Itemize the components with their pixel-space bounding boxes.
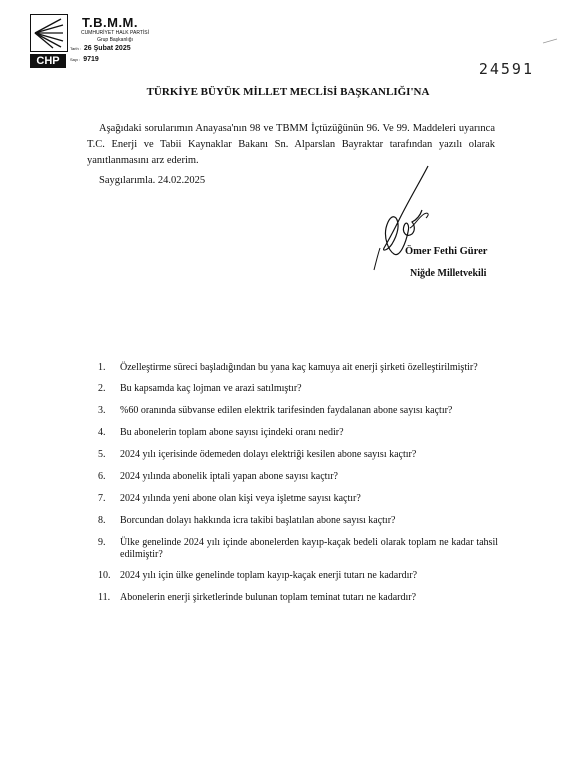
question-text: 2024 yılında abonelik iptali yapan abone sayısı kaçtır? xyxy=(120,471,338,482)
document-heading: TÜRKİYE BÜYÜK MİLLET MECLİSİ BAŞKANLIĞI'NA xyxy=(146,86,430,98)
stamp-title: T.B.M.M. xyxy=(82,15,138,30)
stamp-number-row xyxy=(70,56,99,63)
question-item xyxy=(98,405,498,417)
question-text: Borcundan dolayı hakkında icra takibi başlatılan abone sayısı kaçtır? xyxy=(120,515,396,526)
question-number: 4. xyxy=(98,427,106,438)
question-item xyxy=(98,383,498,395)
question-number: 8. xyxy=(98,515,106,526)
request-paragraph-text: Aşağıdaki sorularımın Anayasa'nın 98 ve TBMM İçtüzüğünün 96. Ve 99. Maddeleri uyarınca T.C. Enerji ve Tabii Kaynaklar Bakanı Sn. Alparslan Bayraktar tarafından yazılı olarak yanıtlanmasını arz ederim. xyxy=(87,123,495,166)
corner-mark-icon xyxy=(542,38,558,44)
document-number: 24591 xyxy=(478,60,534,78)
question-text: %60 oranında sübvanse edilen elektrik tarifesinden faydalanan abone sayısı kaçtır? xyxy=(120,405,453,416)
question-number: 1. xyxy=(98,362,106,373)
question-item xyxy=(98,427,498,439)
chp-logo-text: CHP xyxy=(30,54,66,68)
question-item xyxy=(98,537,498,561)
signature-icon xyxy=(370,158,490,278)
greeting-date: Saygılarımla. 24.02.2025 xyxy=(99,175,206,186)
question-number: 10. xyxy=(98,570,111,581)
stamp-date-label: Tarih : xyxy=(70,46,81,51)
question-text: Bu kapsamda kaç lojman ve arazi satılmıştır? xyxy=(120,383,302,394)
stamp-date: 26 Şubat 2025 xyxy=(83,45,131,52)
question-text: 2024 yılında yeni abone olan kişi veya işletme sayısı kaçtır? xyxy=(120,493,361,504)
question-item xyxy=(98,362,498,374)
question-number: 11. xyxy=(98,592,111,603)
question-text: Abonelerin enerji şirketlerinde bulunan toplam teminat tutarı ne kadardır? xyxy=(120,592,417,603)
question-number: 2. xyxy=(98,383,106,394)
question-item xyxy=(98,570,498,582)
question-number: 6. xyxy=(98,471,106,482)
stamp-group: Grup Başkanlığı xyxy=(97,37,133,43)
question-text: Bu abonelerin toplam abone sayısı içindeki oranı nedir? xyxy=(120,427,344,438)
question-text: 2024 yılı için ülke genelinde toplam kayıp-kaçak enerji tutarı ne kadardır? xyxy=(120,570,418,581)
question-text: Özelleştirme süreci başladığından bu yana kaç kamuya ait enerji şirketi özelleştirilmiştir? xyxy=(120,362,478,373)
signer-title: Niğde Milletvekili xyxy=(410,268,487,279)
question-list xyxy=(98,362,498,604)
signer-name: Ömer Fethi Gürer xyxy=(405,246,488,257)
question-number: 9. xyxy=(98,537,106,548)
stamp-number: 9719 xyxy=(83,56,99,63)
question-number: 3. xyxy=(98,405,106,416)
stamp-party: CUMHURİYET HALK PARTİSİ xyxy=(80,30,150,36)
question-number: 7. xyxy=(98,493,106,504)
question-item xyxy=(98,471,498,483)
question-item xyxy=(98,592,498,604)
question-item xyxy=(98,449,498,461)
question-text: Ülke genelinde 2024 yılı içinde abonelerden kayıp-kaçak bedeli olarak toplam ne kadar tahsil edilmiştir? xyxy=(120,537,498,560)
stamp-number-label: Sayı : xyxy=(70,57,81,62)
question-number: 5. xyxy=(98,449,106,460)
question-item xyxy=(98,515,498,527)
chp-logo-icon xyxy=(30,14,68,52)
question-text: 2024 yılı içerisinde ödemeden dolayı elektriği kesilen abone sayısı kaçtır? xyxy=(120,449,417,460)
tbmm-chp-stamp xyxy=(30,14,158,70)
stamp-date-row xyxy=(70,45,131,52)
question-item xyxy=(98,493,498,505)
